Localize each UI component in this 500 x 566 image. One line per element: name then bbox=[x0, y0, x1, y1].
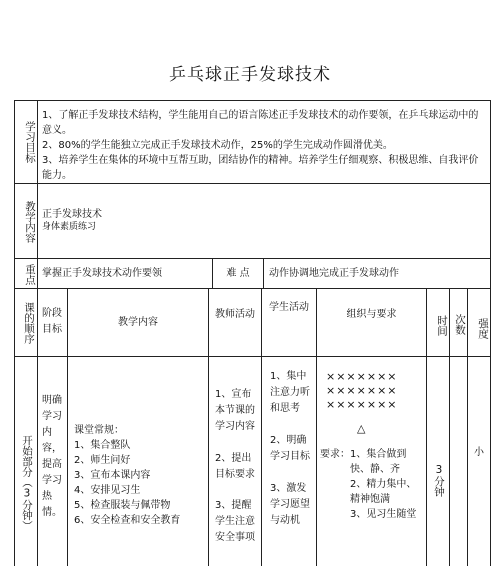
req-label: 要求： bbox=[320, 449, 350, 460]
objective-item: 2、80%的学生能独立完成正手发球技术动作，25%的学生完成动作圆滑优美。 bbox=[42, 140, 393, 151]
keypoint-label: 重点 bbox=[24, 263, 36, 285]
header-time: 时间 bbox=[436, 314, 448, 336]
content-item: 5、检查服装与佩带物 bbox=[74, 500, 171, 511]
objectives-label: 学习目标 bbox=[24, 121, 36, 163]
row-stage-goal: 明确学习内容，提高学习热情。 bbox=[42, 395, 62, 518]
teacher-item: 3、提醒学生注意安全事项 bbox=[215, 500, 255, 543]
teacher-item: 1、宣布本节课的学习内容 bbox=[215, 389, 255, 432]
difficulty-label: 难 点 bbox=[226, 268, 250, 279]
content-label: 教学内容 bbox=[24, 201, 36, 243]
student-item: 1、集中注意力听和思考 bbox=[270, 371, 310, 414]
content-sub: 身体素质练习 bbox=[42, 222, 97, 232]
header-count: 次数 bbox=[454, 313, 466, 335]
content-item: 3、宣布本课内容 bbox=[74, 470, 151, 481]
requirement-item: 1、集合做到快、静、齐 bbox=[350, 449, 407, 475]
teacher-item: 2、提出目标要求 bbox=[215, 453, 255, 480]
content-title: 课堂常规： bbox=[74, 425, 124, 436]
row-time: 3分钟 bbox=[433, 463, 445, 497]
requirement-item: 2、精力集中、精神饱满 bbox=[350, 479, 417, 505]
teacher-position-icon: △ bbox=[357, 422, 366, 435]
content-item: 2、师生问好 bbox=[74, 455, 131, 466]
header-student-activity: 学生活动 bbox=[269, 302, 309, 313]
objective-item: 3、培养学生在集体的环境中互帮互助，团结协作的精神。培养学生仔细观察、积极思维、自我评价能力。 bbox=[42, 155, 479, 181]
header-organization: 组织与要求 bbox=[346, 309, 397, 320]
header-intensity: 强度 bbox=[477, 317, 489, 339]
difficulty-value: 动作协调地完成正手发球动作 bbox=[269, 268, 399, 279]
student-item: 3、激发学习愿望与动机 bbox=[270, 483, 310, 526]
objective-item: 1、了解正手发球技术结构，学生能用自己的语言陈述正手发球技术的动作要领，在乒乓球运动中的意义。 bbox=[42, 110, 479, 136]
content-item: 6、安全检查和安全教育 bbox=[74, 515, 181, 526]
requirement-item: 3、见习生随堂 bbox=[350, 509, 417, 520]
formation-row: ××××××× bbox=[326, 398, 398, 411]
header-stage-goal: 阶段目标 bbox=[42, 308, 62, 335]
header-order: 课的顺序 bbox=[23, 302, 35, 344]
row-order: 开始部分（3分钟） bbox=[21, 435, 33, 531]
formation-row: ××××××× bbox=[326, 370, 398, 383]
header-teaching-content: 教学内容 bbox=[118, 317, 158, 328]
page-title: 乒乓球正手发球技术 bbox=[169, 65, 331, 85]
content-main: 正手发球技术 bbox=[42, 209, 102, 220]
keypoint-value: 掌握正手发球技术动作要领 bbox=[42, 268, 162, 279]
content-item: 1、集合整队 bbox=[74, 440, 131, 451]
content-item: 4、安排见习生 bbox=[74, 485, 141, 496]
student-item: 2、明确学习目标 bbox=[270, 435, 310, 462]
header-teacher-activity: 教师活动 bbox=[215, 309, 255, 320]
row-intensity: 小 bbox=[474, 447, 484, 458]
formation-row: ××××××× bbox=[326, 384, 398, 397]
